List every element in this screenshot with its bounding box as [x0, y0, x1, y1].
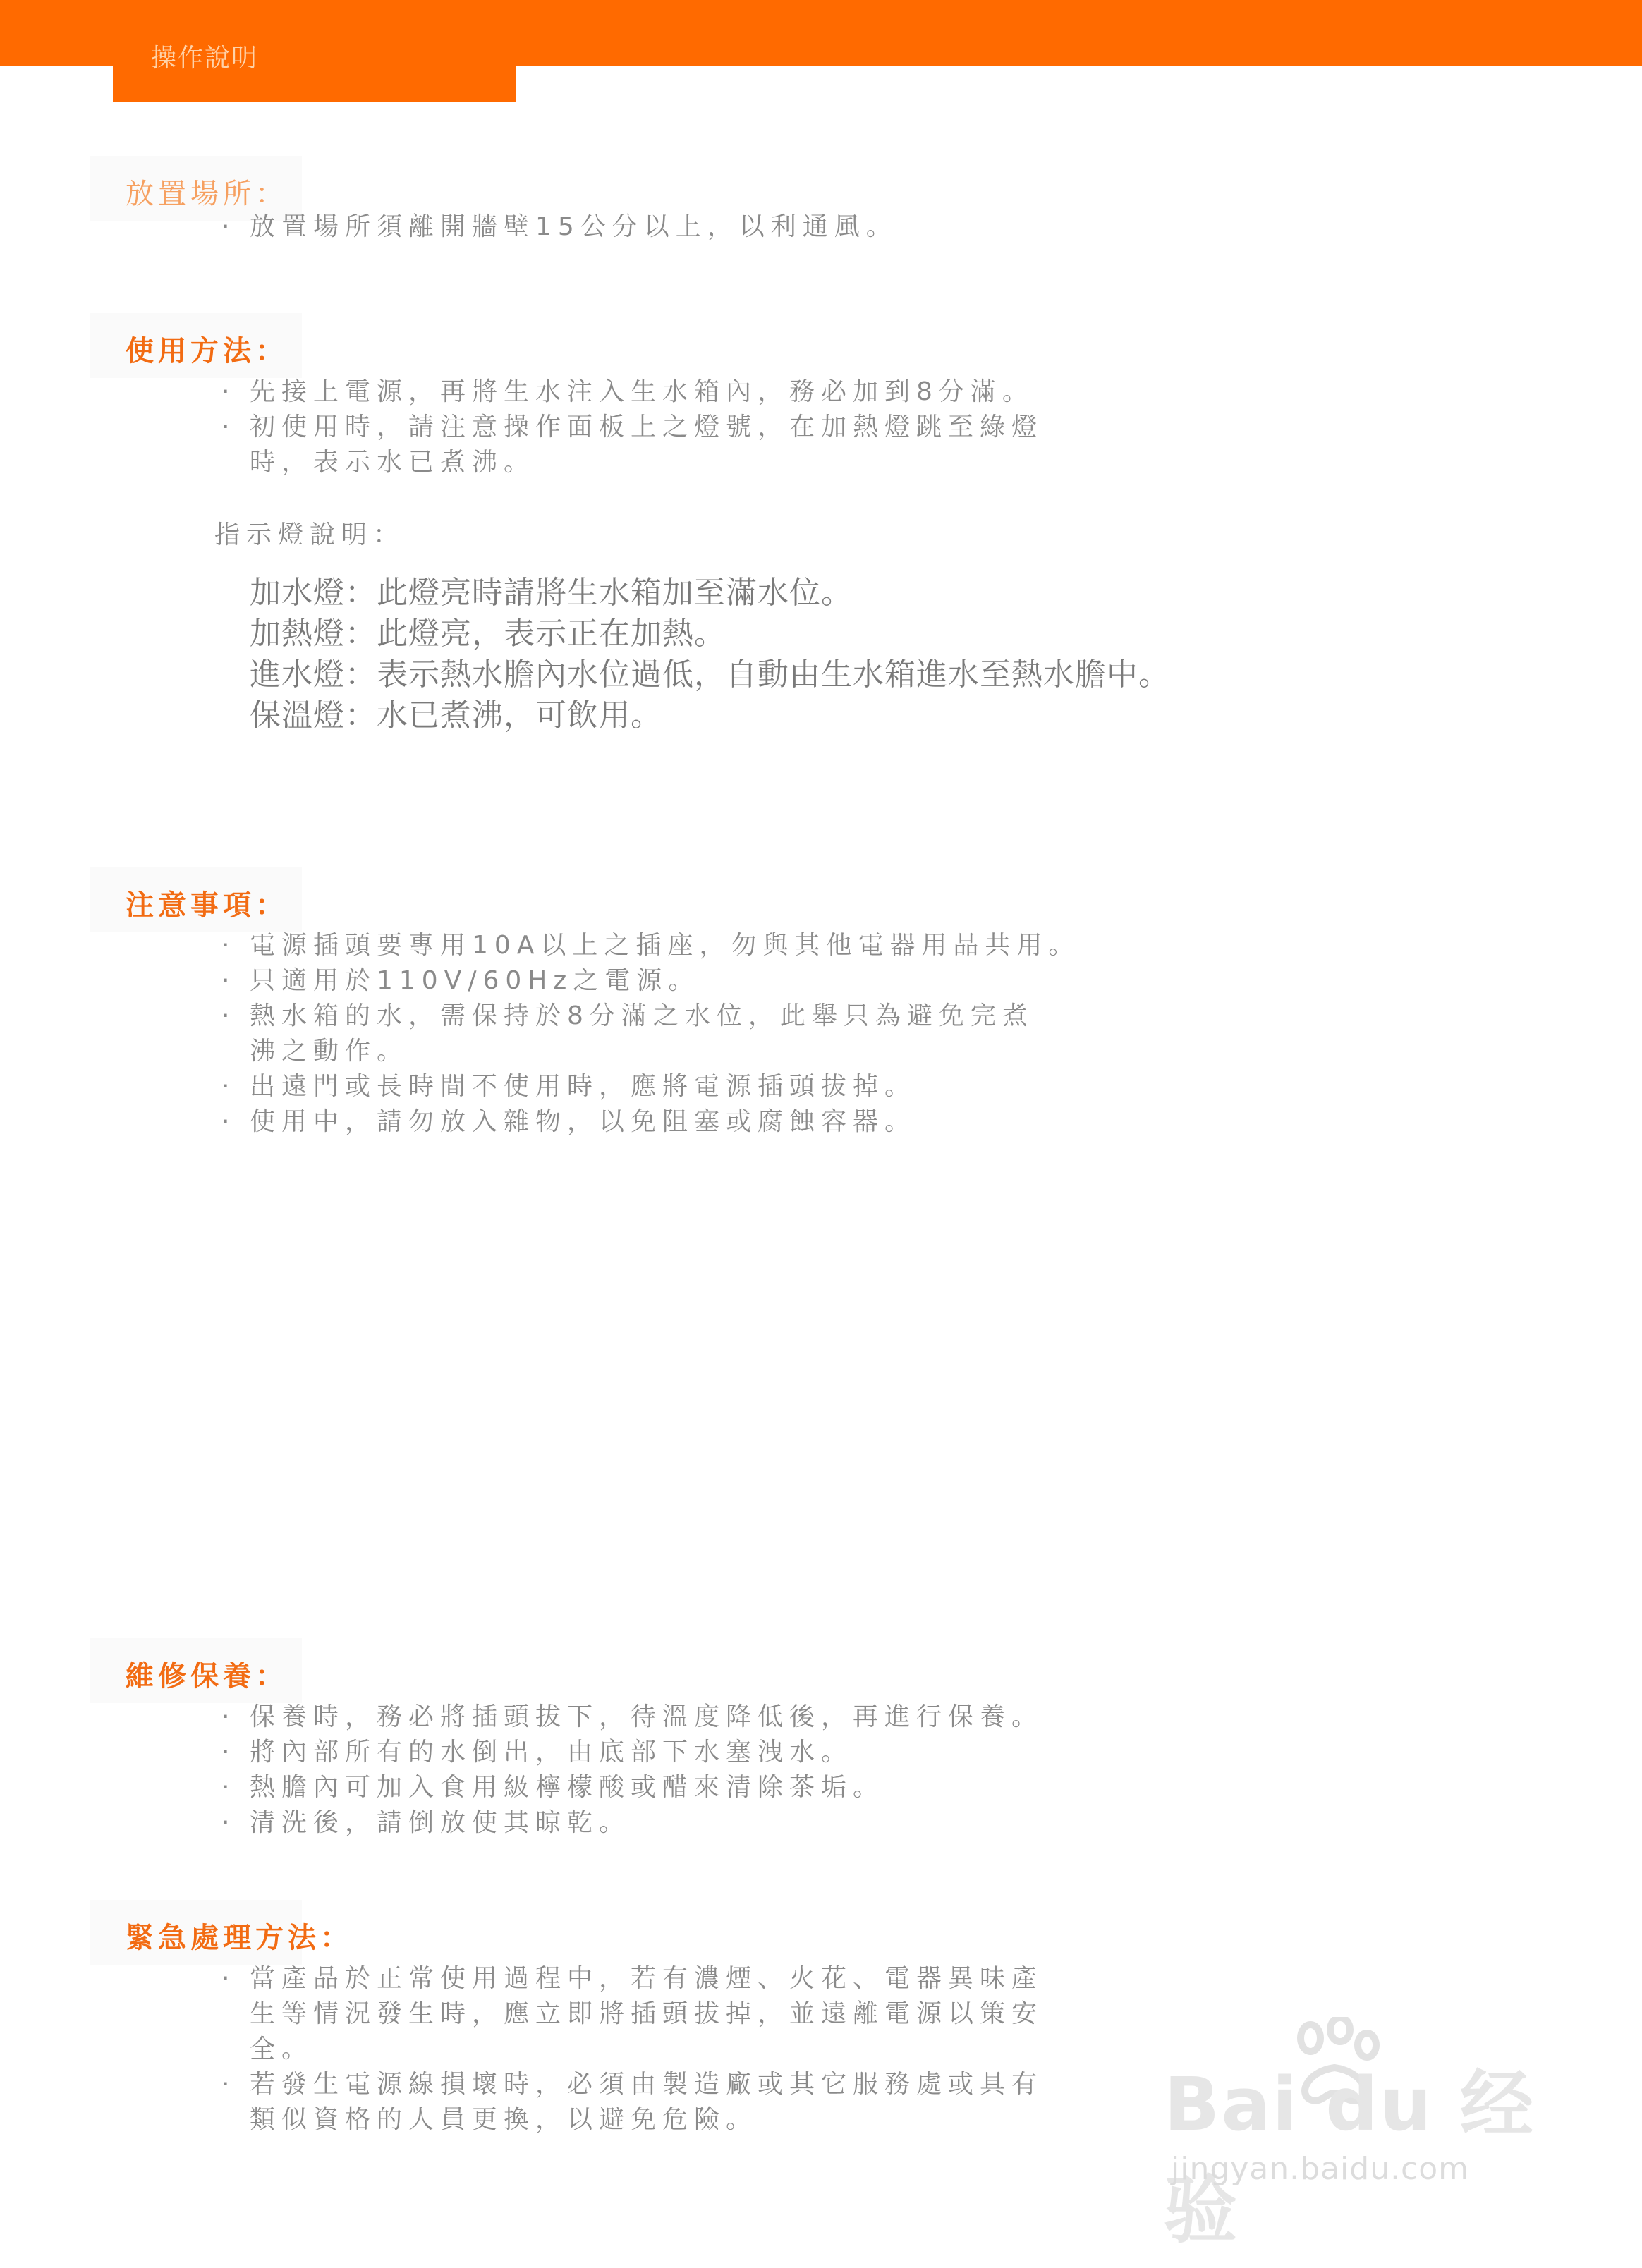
- header-tab: [113, 0, 516, 102]
- list-item-text: 生等情況發生時，應立即將插頭拔掉，並遠離電源以策安: [250, 1999, 1044, 2028]
- cautions-list: [221, 928, 1080, 1140]
- list-item-text: 初使用時，請注意操作面板上之燈號，在加熱燈跳至綠燈: [250, 413, 1044, 441]
- header-tab-label: 操作說明: [151, 44, 259, 73]
- list-item-text: 熱水箱的水，需保持於8分滿之水位，此舉只為避免完煮: [250, 1001, 1034, 1030]
- indicator-item: 加熱燈：此燈亮，表示正在加熱。: [250, 616, 726, 652]
- list-item: [221, 1805, 1043, 1841]
- list-item: [221, 1700, 1043, 1735]
- section-title-cautions: 注意事項：: [126, 883, 288, 923]
- maintenance-list: [221, 1700, 1043, 1841]
- list-item-text: 電源插頭要專用10A以上之插座，勿與其他電器用品共用。: [250, 931, 1081, 960]
- indicator-list: [250, 573, 1170, 736]
- list-item-text: 使用中，請勿放入雜物，以免阻塞或腐蝕容器。: [250, 1107, 917, 1136]
- list-item-text: 清洗後，請倒放使其晾乾。: [250, 1808, 631, 1837]
- list-item: [221, 928, 1080, 963]
- list-item-text: 保養時，務必將插頭拔下，待溫度降低後，再進行保養。: [250, 1702, 1044, 1731]
- indicator-heading: 指示燈說明：: [214, 520, 406, 549]
- list-item: [221, 1961, 1043, 2067]
- list-item-text: 全。: [250, 2035, 314, 2063]
- list-item-text: 若發生電源線損壞時，必須由製造廠或其它服務處或具有: [250, 2070, 1044, 2099]
- watermark-url: jingyan.baidu.com: [1171, 2151, 1470, 2187]
- list-item-text: 熱膽內可加入食用級檸檬酸或醋來清除茶垢。: [250, 1773, 885, 1802]
- section-title-usage: 使用方法：: [126, 329, 288, 369]
- list-item-text: 當產品於正常使用過程中，若有濃煙、火花、電器異味產: [250, 1964, 1044, 1993]
- list-item: [221, 1069, 1080, 1104]
- indicator-item: 進水燈：表示熱水膽內水位過低，自動由生水箱進水至熱水膽中。: [250, 657, 1170, 693]
- list-item: [221, 209, 898, 245]
- list-item: [221, 1770, 1043, 1805]
- list-item-text: 出遠門或長時間不使用時，應將電源插頭拔掉。: [250, 1072, 917, 1101]
- indicator-item: 加水燈：此燈亮時請將生水箱加至滿水位。: [250, 575, 853, 611]
- list-item: [221, 963, 1080, 999]
- list-item: [221, 374, 1043, 410]
- list-item: [221, 1104, 1080, 1140]
- list-item: [221, 1735, 1043, 1770]
- placement-list: [221, 209, 898, 245]
- list-item-text: 先接上電源，再將生水注入生水箱內，務必加到8分滿。: [250, 377, 1034, 406]
- list-item-text: 放置場所須離開牆壁15公分以上，以利通風。: [250, 212, 898, 241]
- section-title-placement: 放置場所：: [126, 171, 288, 212]
- baidu-watermark: [1164, 2017, 1559, 2253]
- list-item-text: 沸之動作。: [250, 1037, 409, 1066]
- usage-list: [221, 374, 1043, 480]
- list-item-text: 時，表示水已煮沸。: [250, 448, 536, 477]
- list-item-text: 只適用於110V/60Hz之電源。: [250, 966, 700, 995]
- section-title-emergency: 緊急處理方法：: [126, 1915, 353, 1956]
- emergency-list: [221, 1961, 1043, 2138]
- list-item: [221, 999, 1080, 1069]
- indicator-item: 保溫燈：水已煮沸，可飲用。: [250, 697, 662, 733]
- list-item: [221, 410, 1043, 480]
- section-title-maintenance: 維修保養：: [126, 1654, 288, 1694]
- list-item: [221, 2067, 1043, 2138]
- watermark-brand: Bai du 经验: [1164, 2061, 1535, 2253]
- list-item-text: 將內部所有的水倒出，由底部下水塞洩水。: [250, 1738, 853, 1767]
- list-item-text: 類似資格的人員更換，以避免危險。: [250, 2105, 758, 2134]
